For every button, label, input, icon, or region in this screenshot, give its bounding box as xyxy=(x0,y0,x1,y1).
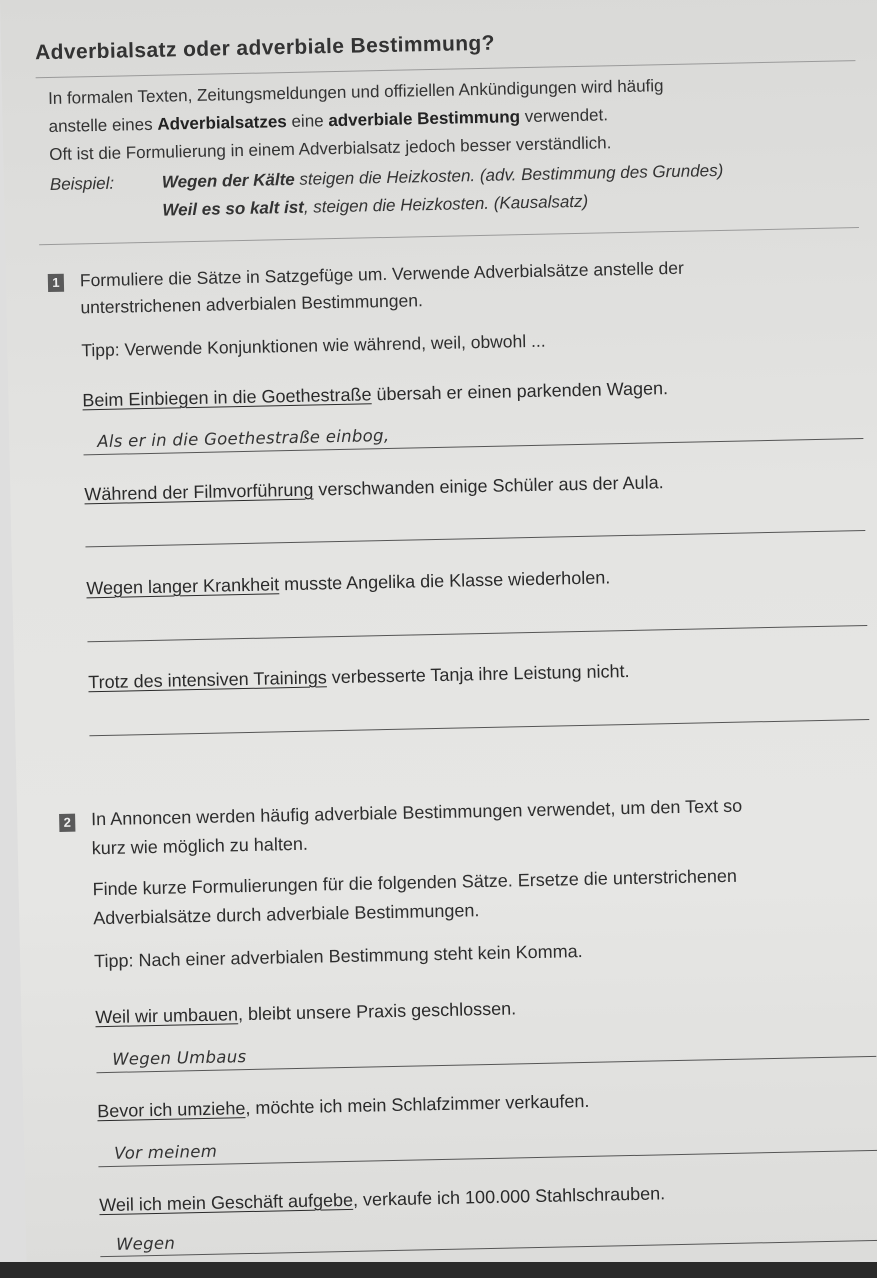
example-1 xyxy=(162,161,724,193)
photo-edge-shadow xyxy=(0,1262,877,1278)
task-2-sentence-2-underlined: Bevor ich umziehe xyxy=(97,1098,246,1122)
task-1-answer-line-3[interactable] xyxy=(87,625,867,642)
task-2-instruction-line-3: Finde kurze Formulierungen für die folgenden Sätze. Ersetze die unterstrichenen xyxy=(92,865,738,900)
task-1-sentence-3 xyxy=(86,567,610,599)
task-2-number-badge: 2 xyxy=(59,814,75,832)
task-1-instruction-line-1: Formuliere die Sätze in Satzgefüge um. Verwende Adverbialsätze anstelle der xyxy=(79,257,685,291)
task-2-answer-3[interactable]: Wegen xyxy=(115,1233,176,1254)
example-1-rest: steigen die Heizkosten. (adv. Bestimmung des Grundes) xyxy=(294,160,724,189)
task-1-tip: Tipp: Verwende Konjunktionen wie während, weil, obwohl ... xyxy=(81,330,546,361)
info-line-2-pre: anstelle eines xyxy=(48,114,158,137)
task-1-sentence-2 xyxy=(84,472,664,505)
task-1-sentence-1 xyxy=(82,378,668,411)
task-2-answer-1[interactable]: Wegen Umbaus xyxy=(112,1047,247,1069)
info-box-bottom-rule xyxy=(39,227,859,245)
task-2-sentence-2 xyxy=(97,1091,590,1122)
example-2 xyxy=(162,192,588,221)
task-2-sentence-1-underlined: Weil wir umbauen xyxy=(95,1004,239,1028)
info-line-2 xyxy=(48,105,608,137)
page-title: Adverbialsatz oder adverbiale Bestimmung? xyxy=(34,31,496,65)
task-2-sentence-3-rest: , verkaufe ich 100.000 Stahlschrauben. xyxy=(352,1183,666,1210)
task-1-sentence-3-rest: musste Angelika die Klasse wiederholen. xyxy=(278,567,611,595)
task-2-sentence-2-rest: , möchte ich mein Schlafzimmer verkaufen. xyxy=(245,1090,590,1119)
task-2-sentence-3-underlined: Weil ich mein Geschäft aufgebe xyxy=(99,1189,354,1216)
task-2-tip: Tipp: Nach einer adverbialen Bestimmung steht kein Komma. xyxy=(93,941,583,972)
task-1-instruction-line-2: unterstrichenen adverbialen Bestimmungen. xyxy=(80,290,424,318)
task-2-instruction-line-1: In Annoncen werden häufig adverbiale Bestimmungen verwendet, um den Text so xyxy=(90,795,743,830)
info-term-adverbiale-bestimmung: adverbiale Bestimmung xyxy=(328,107,521,131)
example-label xyxy=(50,174,115,195)
task-1-number-badge: 1 xyxy=(48,274,64,292)
info-line-2-post: verwendet. xyxy=(519,105,609,127)
task-2-sentence-3 xyxy=(99,1183,665,1216)
task-2-sentence-1 xyxy=(95,998,516,1028)
example-2-rest: , steigen die Heizkosten. (Kausalsatz) xyxy=(303,191,589,217)
example-1-bold: Wegen der Kälte xyxy=(161,169,295,192)
task-1-sentence-1-underlined: Beim Einbiegen in die Goethestraße xyxy=(82,384,372,411)
task-1-sentence-4 xyxy=(88,661,630,693)
task-1-sentence-4-underlined: Trotz des intensiven Trainings xyxy=(88,667,327,693)
info-box-top-rule xyxy=(36,60,856,78)
task-1-answer-line-2[interactable] xyxy=(85,530,865,547)
info-line-1: In formalen Texten, Zeitungsmeldungen und offiziellen Ankündigungen wird häufig xyxy=(47,76,664,109)
task-1-sentence-2-rest: verschwanden einige Schüler aus der Aula. xyxy=(313,472,664,500)
task-2-answer-line-3 xyxy=(100,1240,877,1257)
task-2-sentence-1-rest: , bleibt unsere Praxis geschlossen. xyxy=(237,998,517,1025)
task-1-answer-1[interactable]: Als er in die Goethestraße einbog, xyxy=(97,425,390,452)
example-2-bold: Weil es so kalt ist xyxy=(162,197,305,220)
info-term-adverbialsatz: Adverbialsatzes xyxy=(157,112,287,134)
task-1-answer-line-4[interactable] xyxy=(89,719,869,736)
task-1-sentence-4-rest: verbesserte Tanja ihre Leistung nicht. xyxy=(326,660,630,688)
info-line-3: Oft ist die Formulierung in einem Adverbialsatz jedoch besser verständlich. xyxy=(49,133,612,165)
task-1-sentence-3-underlined: Wegen langer Krankheit xyxy=(86,574,280,599)
example-label-text: Beispiel: xyxy=(49,173,115,194)
task-1-sentence-2-underlined: Während der Filmvorführung xyxy=(84,479,314,505)
info-line-2-mid: eine xyxy=(286,111,329,132)
task-2-instruction-line-4: Adverbialsätze durch adverbiale Bestimmungen. xyxy=(93,900,480,929)
task-2-instruction-line-2: kurz wie möglich zu halten. xyxy=(91,833,309,859)
task-2-answer-2[interactable]: Vor meinem xyxy=(113,1141,218,1163)
task-1-sentence-1-rest: übersah er einen parkenden Wagen. xyxy=(371,378,669,405)
